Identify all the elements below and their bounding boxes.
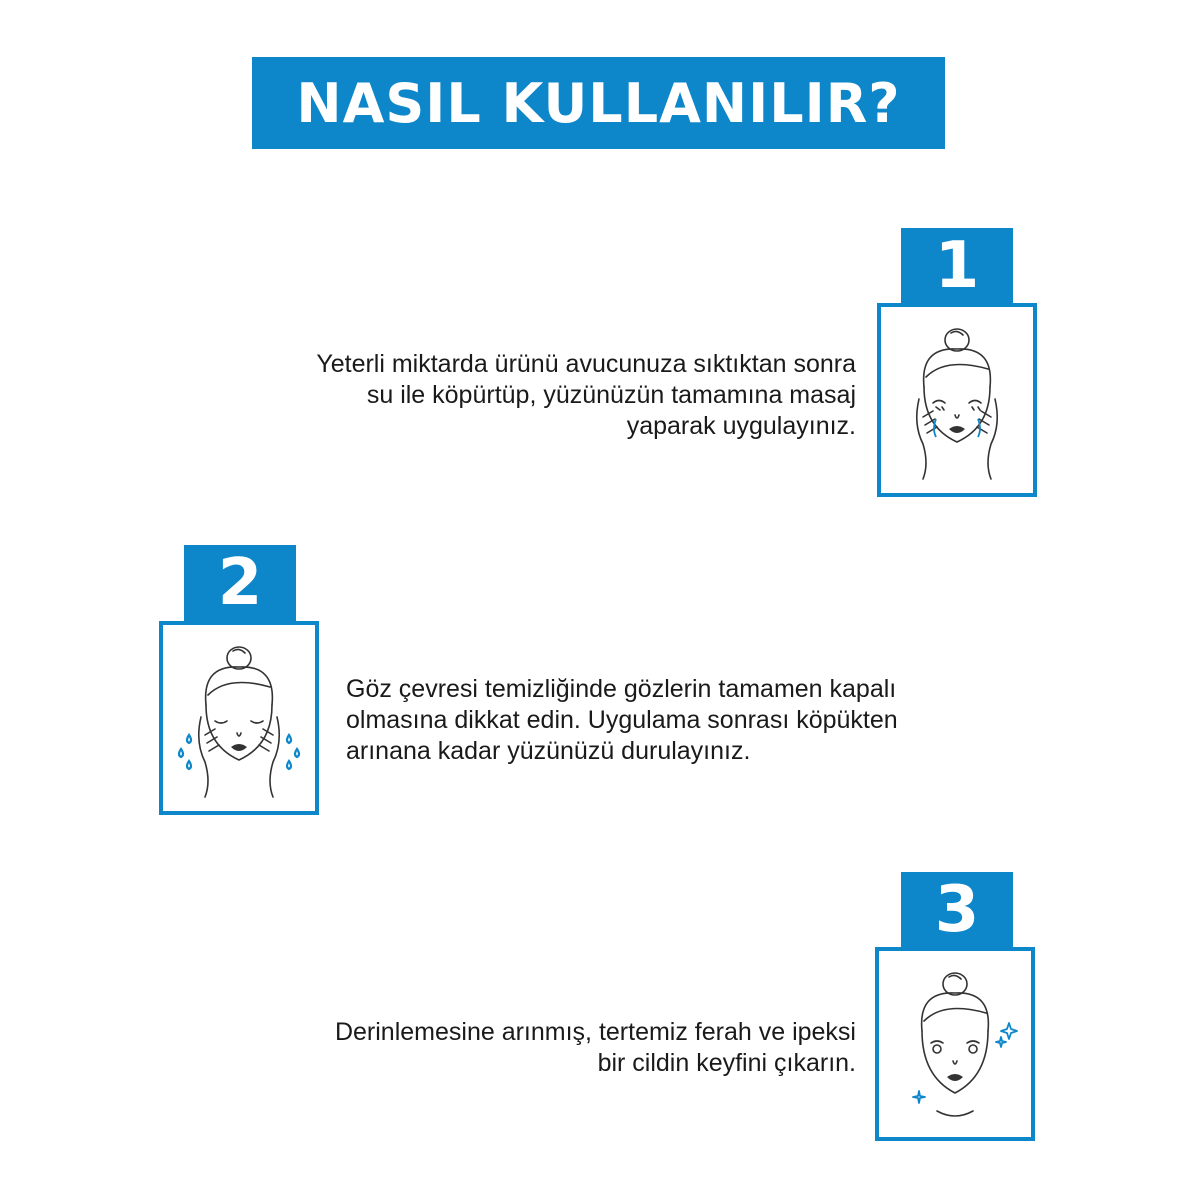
step-1-illustration <box>877 303 1037 497</box>
step-3-line-1: Derinlemesine arınmış, tertemiz ferah ve ipeksi <box>334 1018 856 1046</box>
title-banner <box>252 57 945 149</box>
face-sparkle-icon <box>879 951 1031 1137</box>
step-3-illustration <box>875 947 1035 1141</box>
step-2-text <box>346 674 1006 767</box>
step-1-number: 1 <box>901 228 1013 304</box>
step-1-line-2: su ile köpürtüp, yüzünüzün tamamına masaj <box>366 381 856 409</box>
step-1-line-1: Yeterli miktarda ürünü avucunuza sıktıktan sonra <box>316 350 856 378</box>
step-2-line-3: arınana kadar yüzünüzü durulayınız. <box>346 737 751 765</box>
step-1-text <box>150 349 856 442</box>
step-2-line-2: olmasına dikkat edin. Uygulama sonrası köpükten <box>346 706 898 734</box>
step-3-line-2: bir cildin keyfini çıkarın. <box>597 1049 856 1077</box>
step-2-illustration <box>159 621 319 815</box>
face-rinse-icon <box>163 625 315 811</box>
page-title: NASIL KULLANILIR? <box>296 71 901 135</box>
step-3-number: 3 <box>901 872 1013 948</box>
step-2-line-1: Göz çevresi temizliğinde gözlerin tamamen kapalı <box>346 675 897 703</box>
step-2-number: 2 <box>184 545 296 621</box>
step-1-line-3: yaparak uygulayınız. <box>626 412 856 440</box>
step-3-text <box>150 1017 856 1079</box>
face-massage-icon <box>881 307 1033 493</box>
